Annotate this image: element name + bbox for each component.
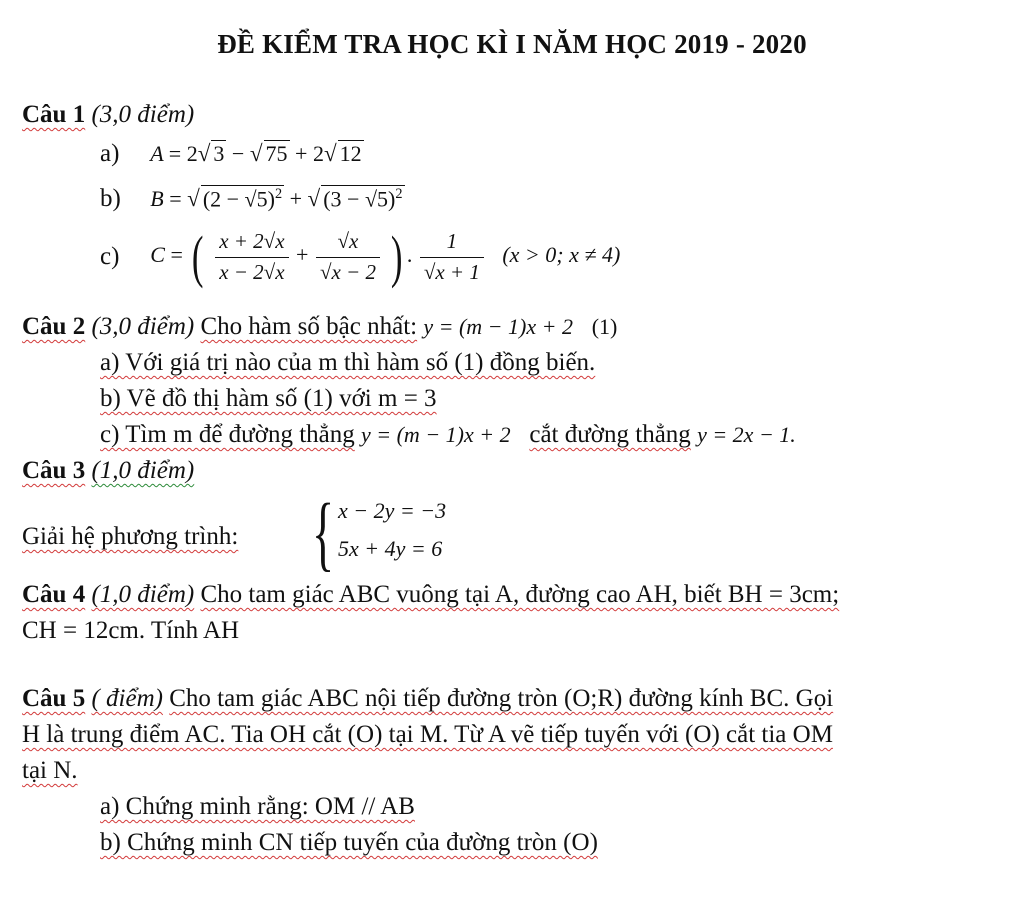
q5-line-3: tại N. [22,757,78,784]
q1-label: Câu 1 [22,101,86,128]
q5-label: Câu 5 [22,685,86,712]
q1b-formula: B = √ $(2 - √5)^2$ + √ $(3 - √5)^2$ [150,185,403,212]
system-brace: { [312,487,335,580]
system-equation-2: 5x + 4y = 6 [338,536,443,561]
q4-heading [22,580,839,610]
q1c-item [100,224,621,289]
equation-system [312,487,482,580]
q2b-item: b) Vẽ đồ thị hàm số (1) với m = 3 [100,385,437,412]
q1-points: (3,0 điểm) [91,101,195,128]
q3-heading [22,456,194,486]
q3-points: (1,0 điểm) [91,457,195,484]
q5-line-1: Cho tam giác ABC nội tiếp đường tròn (O;R) đường kính BC. Gọi [169,685,834,712]
q1b-label: b) [100,185,121,212]
q1c-formula: C = ( $\frac{x + 2√x}{x - 2√x}$ + $\frac{√x}{√x - 2}$ ) . $\frac{1}{√x + 1}$ (x > 0; x ≠ 4) [150,224,621,289]
q5-line-2: H là trung điểm AC. Tia OH cắt (O) tại M. Từ A vẽ tiếp tuyến với (O) cắt tia OM [22,721,833,748]
q2-label: Câu 2 [22,313,86,340]
q1a-label: a) [100,140,120,167]
q5-points: ( điểm) [91,685,163,712]
q4-line-2: CH = 12cm. Tính AH [22,617,240,644]
q5-heading [22,684,833,714]
q1c-condition: (x > 0; x ≠ 4) [502,242,621,268]
q4-line-1: Cho tam giác ABC vuông tại A, đường cao AH, biết BH = 3cm; [200,581,840,608]
q5a-item: a) Chứng minh rằng: OM // AB [100,793,415,820]
q1-heading [22,100,194,130]
q1c-label: c) [100,243,120,270]
q2c-item: c) Tìm m để đường thẳng y = (m − 1)x + 2 cắt đường thẳng y = 2x − 1. [100,421,796,448]
q2-heading [22,312,617,342]
q2-function: y = (m − 1)x + 2 [423,314,573,339]
q3-intro: Giải hệ phương trình: [22,523,239,550]
q2-points: (3,0 điểm) [91,313,195,340]
exam-title: ĐỀ KIỂM TRA HỌC KÌ I NĂM HỌC 2019 - 2020 [217,29,807,59]
q4-points: (1,0 điểm) [91,581,195,608]
q1b-item [100,184,405,214]
q1a-formula: A = 2 √ 3 − √ 75 + 2 √ 12 [150,140,362,166]
system-equation-1: x − 2y = −3 [338,498,447,523]
q5b-item: b) Chứng minh CN tiếp tuyến của đường tròn (O) [100,829,598,856]
q2-intro: Cho hàm số bậc nhất: [200,313,418,340]
q2-function-ref: (1) [591,314,618,339]
q3-label: Câu 3 [22,457,86,484]
q1a-item [100,139,364,169]
q2a-item: a) Với giá trị nào của m thì hàm số (1) đồng biến. [100,349,596,376]
q4-label: Câu 4 [22,581,86,608]
